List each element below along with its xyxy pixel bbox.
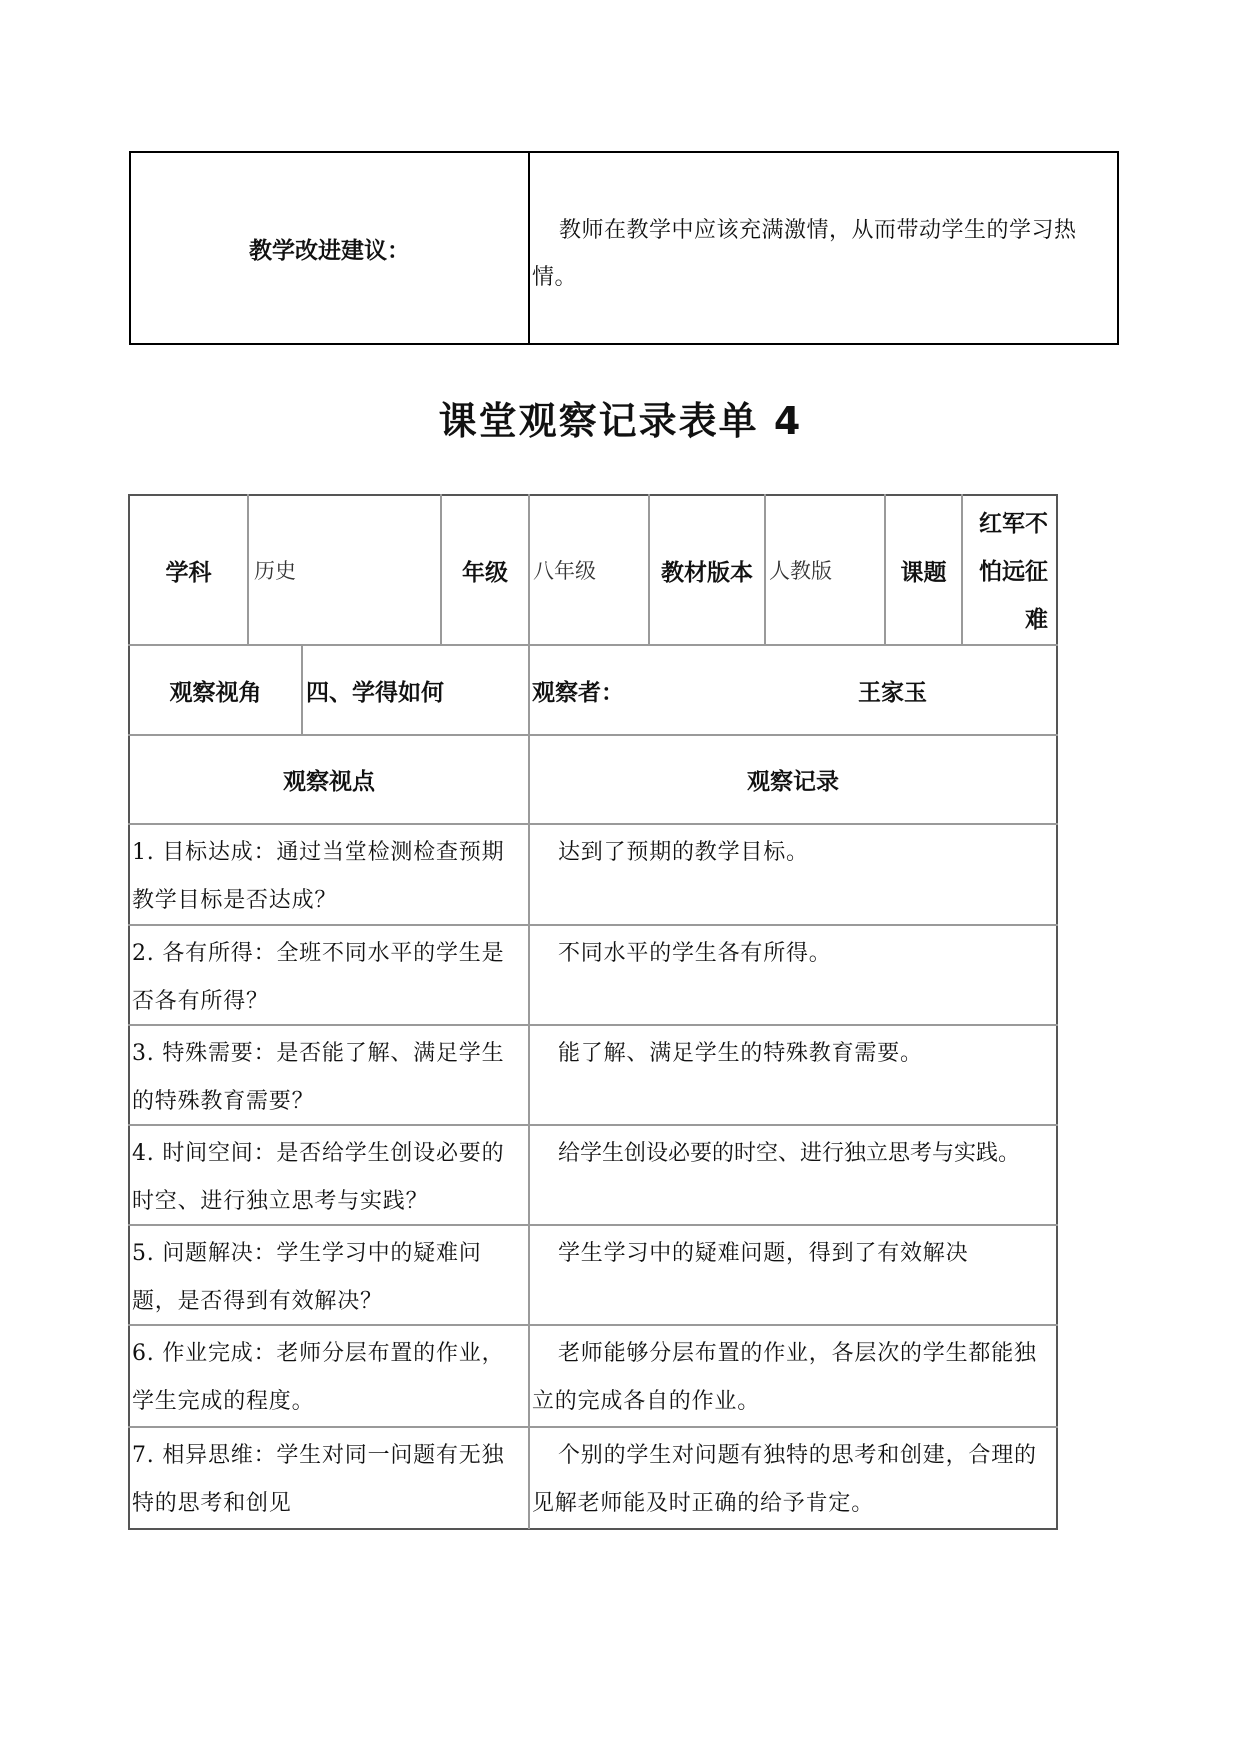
observation-point: 2. 各有所得：全班不同水平的学生是否各有所得？ bbox=[132, 941, 505, 1014]
improvement-content: 教师在教学中应该充满激情，从而带动学生的学习热情。 bbox=[532, 218, 1077, 290]
edition-value: 人教版 bbox=[769, 559, 832, 583]
point-header: 观察视点 bbox=[283, 769, 375, 795]
observation-point: 3. 特殊需要：是否能了解、满足学生的特殊教育需要？ bbox=[132, 1041, 505, 1114]
observer-value: 王家玉 bbox=[858, 679, 927, 706]
perspective-value: 四、学得如何 bbox=[306, 679, 444, 706]
improvement-label: 教学改进建议： bbox=[249, 237, 410, 264]
col-divider bbox=[247, 494, 249, 644]
observation-record: 达到了预期的教学目标。 bbox=[558, 840, 809, 865]
observation-record: 学生学习中的疑难问题，得到了有效解决 bbox=[558, 1241, 969, 1266]
observation-point: 4. 时间空间：是否给学生创设必要的时空、进行独立思考与实践？ bbox=[132, 1141, 505, 1214]
observation-point: 7. 相异思维：学生对同一问题有无独特的思考和创见 bbox=[132, 1443, 505, 1516]
border-right bbox=[1056, 494, 1058, 1529]
grade-value: 八年级 bbox=[533, 559, 596, 583]
observation-record: 能了解、满足学生的特殊教育需要。 bbox=[558, 1041, 923, 1066]
observation-point: 1. 目标达成：通过当堂检测检查预期教学目标是否达成？ bbox=[132, 840, 505, 913]
observation-record: 个别的学生对问题有独特的思考和创建，合理的见解老师能及时正确的给予肯定。 bbox=[532, 1443, 1037, 1516]
perspective-label: 观察视角 bbox=[169, 679, 262, 706]
observation-table bbox=[128, 494, 1058, 1529]
topic-value: 红军不怕远征难 bbox=[979, 511, 1048, 633]
grade-label: 年级 bbox=[462, 559, 508, 586]
observation-point: 6. 作业完成：老师分层布置的作业，学生完成的程度。 bbox=[132, 1341, 505, 1414]
improvement-table bbox=[129, 151, 1119, 345]
edition-label: 教材版本 bbox=[661, 559, 753, 586]
observer-label: 观察者： bbox=[532, 679, 624, 706]
border-bottom bbox=[128, 1528, 1058, 1530]
record-header: 观察记录 bbox=[747, 769, 839, 795]
subject-value: 历史 bbox=[254, 559, 296, 583]
observation-record: 老师能够分层布置的作业，各层次的学生都能独立的完成各自的作业。 bbox=[532, 1341, 1037, 1414]
observation-record: 不同水平的学生各有所得。 bbox=[558, 941, 832, 966]
column-divider bbox=[528, 153, 530, 343]
form-title: 课堂观察记录表单 4 bbox=[438, 399, 803, 443]
observation-record: 给学生创设必要的时空、进行独立思考与实践。 bbox=[558, 1141, 1021, 1166]
observation-point: 5. 问题解决：学生学习中的疑难问题，是否得到有效解决？ bbox=[132, 1241, 482, 1314]
topic-label: 课题 bbox=[900, 559, 947, 586]
col-divider bbox=[961, 494, 963, 644]
subject-label: 学科 bbox=[165, 559, 212, 586]
